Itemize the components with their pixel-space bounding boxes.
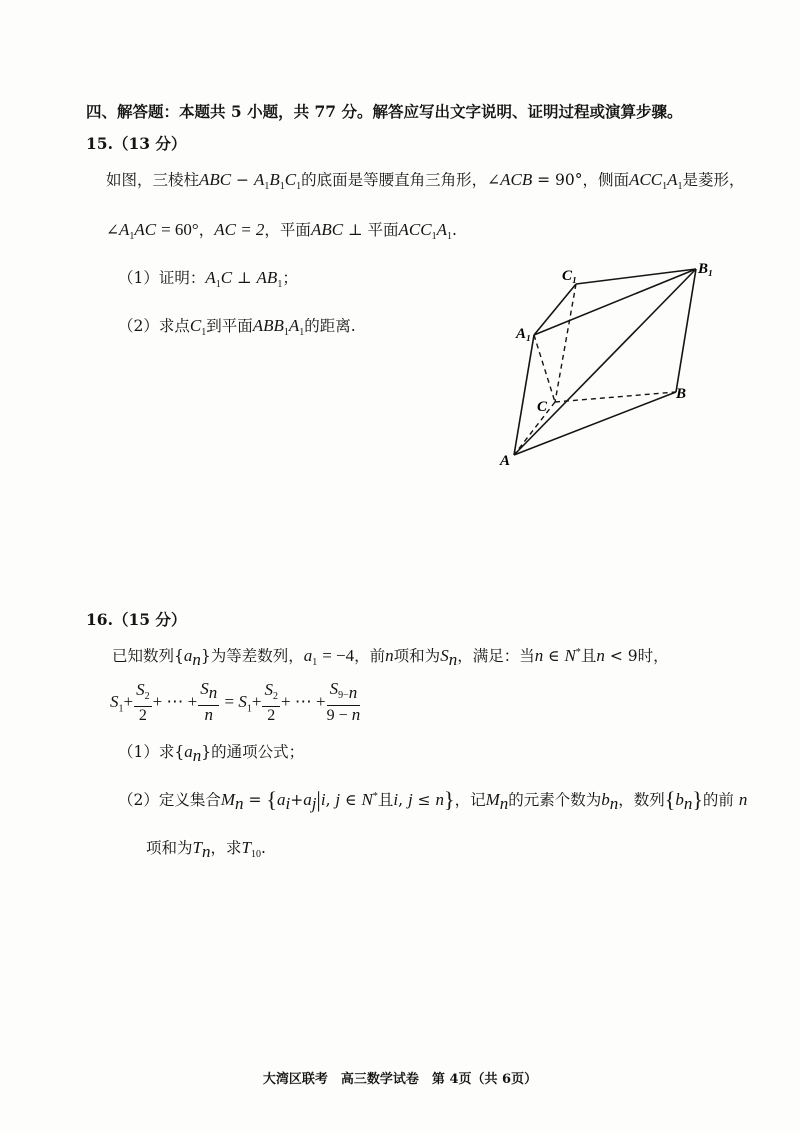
- q15-part1: （1）证明：$A_1C$ ⊥ $AB_1$；: [118, 268, 298, 291]
- q15-intro-b: 的底面是等腰直角三角形，: [301, 171, 488, 189]
- q16-number: 16.（15 分）: [86, 610, 187, 629]
- edge-a1-c: [534, 335, 555, 402]
- q15-ac-eq: AC = 2: [214, 220, 265, 239]
- q16-part2-b: ，记: [454, 791, 486, 809]
- q15-plane-a: ，平面: [264, 221, 311, 239]
- q16-line1-b: 为等差数列，: [210, 647, 304, 665]
- q16-part2-cont: 项和为$T_n$，求$T_{10}$.: [146, 838, 266, 862]
- edge-c1-c: [555, 284, 576, 402]
- q16-line1-d: 项和为: [393, 647, 441, 665]
- q15-part1-label: （1）证明：: [118, 269, 206, 287]
- q15-intro-a: 如图，三棱柱: [106, 171, 200, 189]
- q15-part2-mid: 到平面: [206, 317, 253, 335]
- label-b1: B₁: [698, 261, 714, 277]
- q16-a1-eq: = −4: [322, 646, 355, 665]
- page-footer: 大湾区联考 高三数学试卷 第 4页（共 6页）: [262, 1072, 538, 1087]
- q15-condition-line: $\angle A_1AC = 60^\circ$，AC = 2，平面ABC ⊥ 平面$ACC_1A_1$.: [106, 220, 457, 243]
- label-a: A: [500, 453, 511, 469]
- q16-part1-a: （1）求: [118, 743, 175, 761]
- q16-line1-c: ，前: [354, 647, 386, 665]
- label-b: B: [676, 386, 687, 402]
- q16-line1: 已知数列$\{a_n\}$为等差数列，$a_1 = -4$，前n项和为$S_n$，满足：当n ∈ N*且n < 9时，: [112, 646, 669, 670]
- q15-number: 15.（13 分）: [86, 134, 187, 153]
- q16-part2-e: 的前: [702, 791, 734, 809]
- q15-part2-end: 的距离.: [304, 317, 356, 335]
- section-heading: 四、解答题：本题共 5 小题，共 77 分。解答应写出文字说明、证明过程或演算步骤。: [86, 102, 683, 121]
- edge-c1-a1: [534, 284, 576, 335]
- q15-intro-c: ，侧面: [582, 171, 630, 189]
- q16-equation: $S_1+$ $\frac{S_2}{2}$ + ⋯ + $\frac{S_n}{n}$ = $S_1+$ $\frac{S_2}{2}$ + ⋯ + $\frac{S_{9-n}}{9 - n}$: [110, 679, 361, 725]
- q16-part2: （2）定义集合$M_n = \{a_i+a_j|i$, j ∈ N*且i, j ≤ n}，记$M_n$的元素个数为$b_n$，数列$\{b_n\}$的前 n: [118, 787, 748, 814]
- q16-line1-g: 时，: [637, 647, 669, 665]
- q15-intro-line: 如图，三棱柱ABC − $A_1B_1C_1$的底面是等腰直角三角形，∠ACB = 90°，侧面$ACC_1A_1$是菱形，: [106, 170, 745, 193]
- q16-part2-c: 的元素个数为: [508, 791, 602, 809]
- edge-a-b1: [514, 269, 696, 455]
- q15-intro-d: 是菱形，: [682, 171, 745, 189]
- label-a1: A₁: [516, 326, 532, 342]
- q16-set-cond: 且: [377, 791, 394, 809]
- q16-part2-d: ，数列: [618, 791, 665, 809]
- prism-figure: [490, 255, 730, 475]
- q16-line1-f: 且: [580, 647, 597, 665]
- q15-part2: （2）求点$C_1$到平面$ABB_1A_1$的距离.: [118, 316, 356, 339]
- q15-part2-label: （2）求点: [118, 317, 190, 335]
- q16-part1-b: 的通项公式；: [211, 743, 305, 761]
- q16-part2-g: ，求: [210, 839, 242, 857]
- q16-line1-e: ，满足：当: [457, 647, 535, 665]
- label-c1: C₁: [562, 268, 578, 284]
- q16-line1-a: 已知数列: [112, 647, 175, 665]
- q15-angle-eq: = 60°: [161, 220, 199, 239]
- label-c: C: [537, 399, 548, 415]
- q15-plane-b: ⊥ 平面: [347, 221, 399, 239]
- q16-part2-f: 项和为: [146, 839, 193, 857]
- q16-part1: （1）求$\{a_n\}$的通项公式；: [118, 742, 305, 766]
- q16-part2-a: （2）定义集合: [118, 791, 221, 809]
